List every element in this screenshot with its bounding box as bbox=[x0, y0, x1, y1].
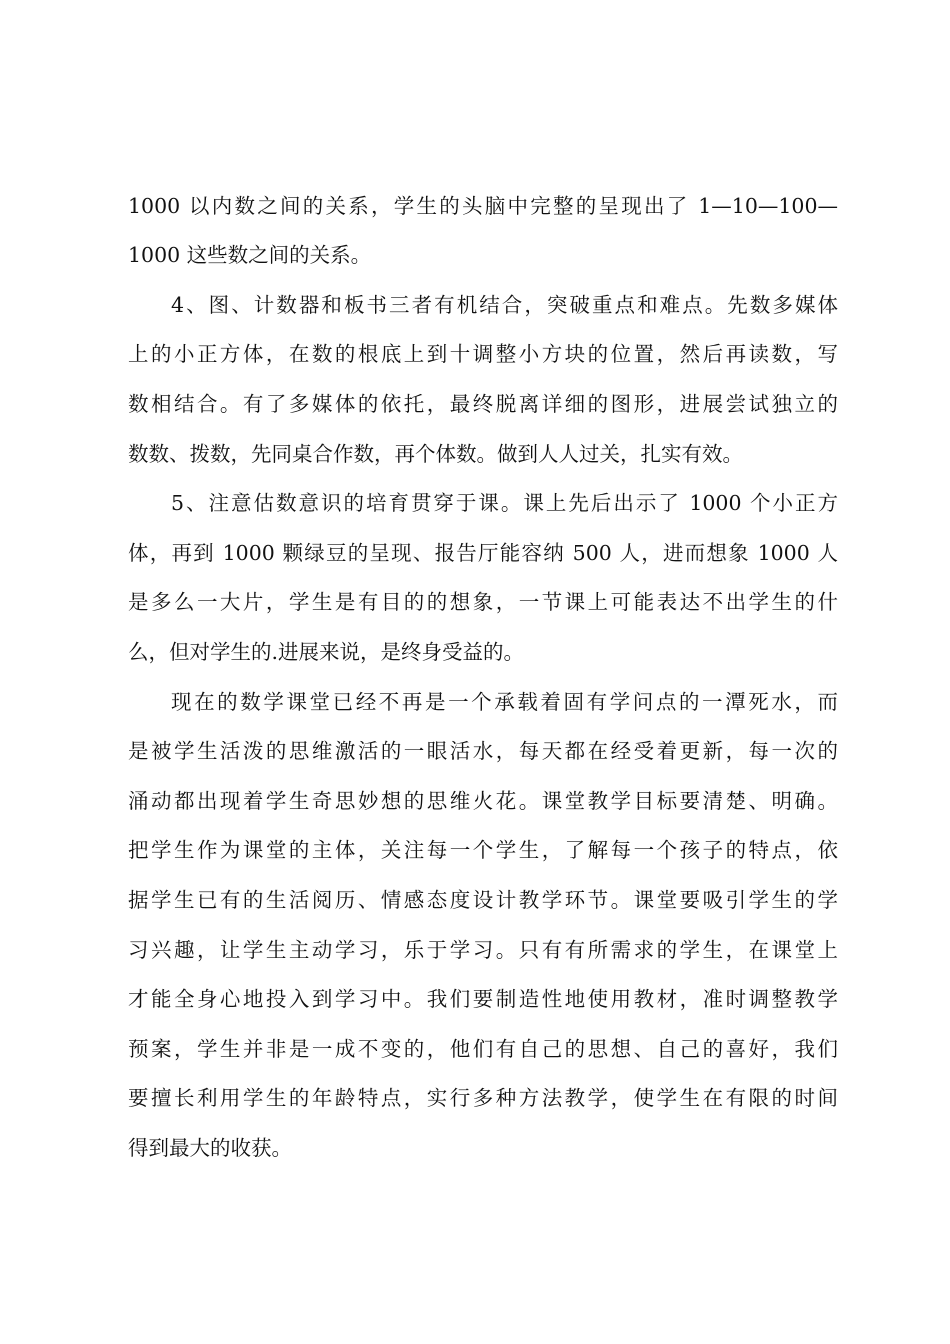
text-line: 4、图、计数器和板书三者有机结合，突破重点和难点。先数多媒体 bbox=[171, 293, 838, 317]
text-line: 要擅长利用学生的年龄特点，实行多种方法教学，使学生在有限的时间 bbox=[128, 1086, 838, 1110]
text-line: 上的小正方体，在数的根底上到十调整小方块的位置，然后再读数，写 bbox=[128, 342, 838, 366]
text-line: 得到最大的收获。 bbox=[128, 1136, 292, 1160]
text-line: 才能全身心地投入到学习中。我们要制造性地使用教材，准时调整教学 bbox=[128, 987, 838, 1011]
text-line: 数相结合。有了多媒体的依托，最终脱离详细的图形，进展尝试独立的 bbox=[128, 392, 838, 416]
text-line: 据学生已有的生活阅历、情感态度设计教学环节。课堂要吸引学生的学 bbox=[128, 888, 838, 912]
text-line: 1000 以内数之间的关系，学生的头脑中完整的呈现出了 1—10—100— bbox=[128, 194, 838, 218]
text-line: 把学生作为课堂的主体，关注每一个学生，了解每一个孩子的特点，依 bbox=[128, 838, 838, 862]
text-line: 体，再到 1000 颗绿豆的呈现、报告厅能容纳 500 人，进而想象 1000 人 bbox=[128, 541, 838, 565]
text-line: 是被学生活泼的思维激活的一眼活水，每天都在经受着更新，每一次的 bbox=[128, 739, 838, 763]
text-line: 1000 这些数之间的关系。 bbox=[128, 243, 372, 267]
text-line: 数数、拨数，先同桌合作数，再个体数。做到人人过关，扎实有效。 bbox=[128, 442, 743, 466]
text-line: 习兴趣，让学生主动学习，乐于学习。只有有所需求的学生，在课堂上 bbox=[128, 938, 838, 962]
text-line: 5、注意估数意识的培育贯穿于课。课上先后出示了 1000 个小正方 bbox=[171, 491, 838, 515]
text-line: 涌动都出现着学生奇思妙想的思维火花。课堂教学目标要清楚、明确。 bbox=[128, 789, 838, 813]
text-line: 是多么一大片，学生是有目的的想象，一节课上可能表达不出学生的什 bbox=[128, 590, 838, 614]
text-line: 么，但对学生的.进展来说，是终身受益的。 bbox=[128, 640, 525, 664]
text-line: 预案，学生并非是一成不变的，他们有自己的思想、自己的喜好，我们 bbox=[128, 1037, 838, 1061]
text-line: 现在的数学课堂已经不再是一个承载着固有学问点的一潭死水，而 bbox=[171, 690, 838, 714]
